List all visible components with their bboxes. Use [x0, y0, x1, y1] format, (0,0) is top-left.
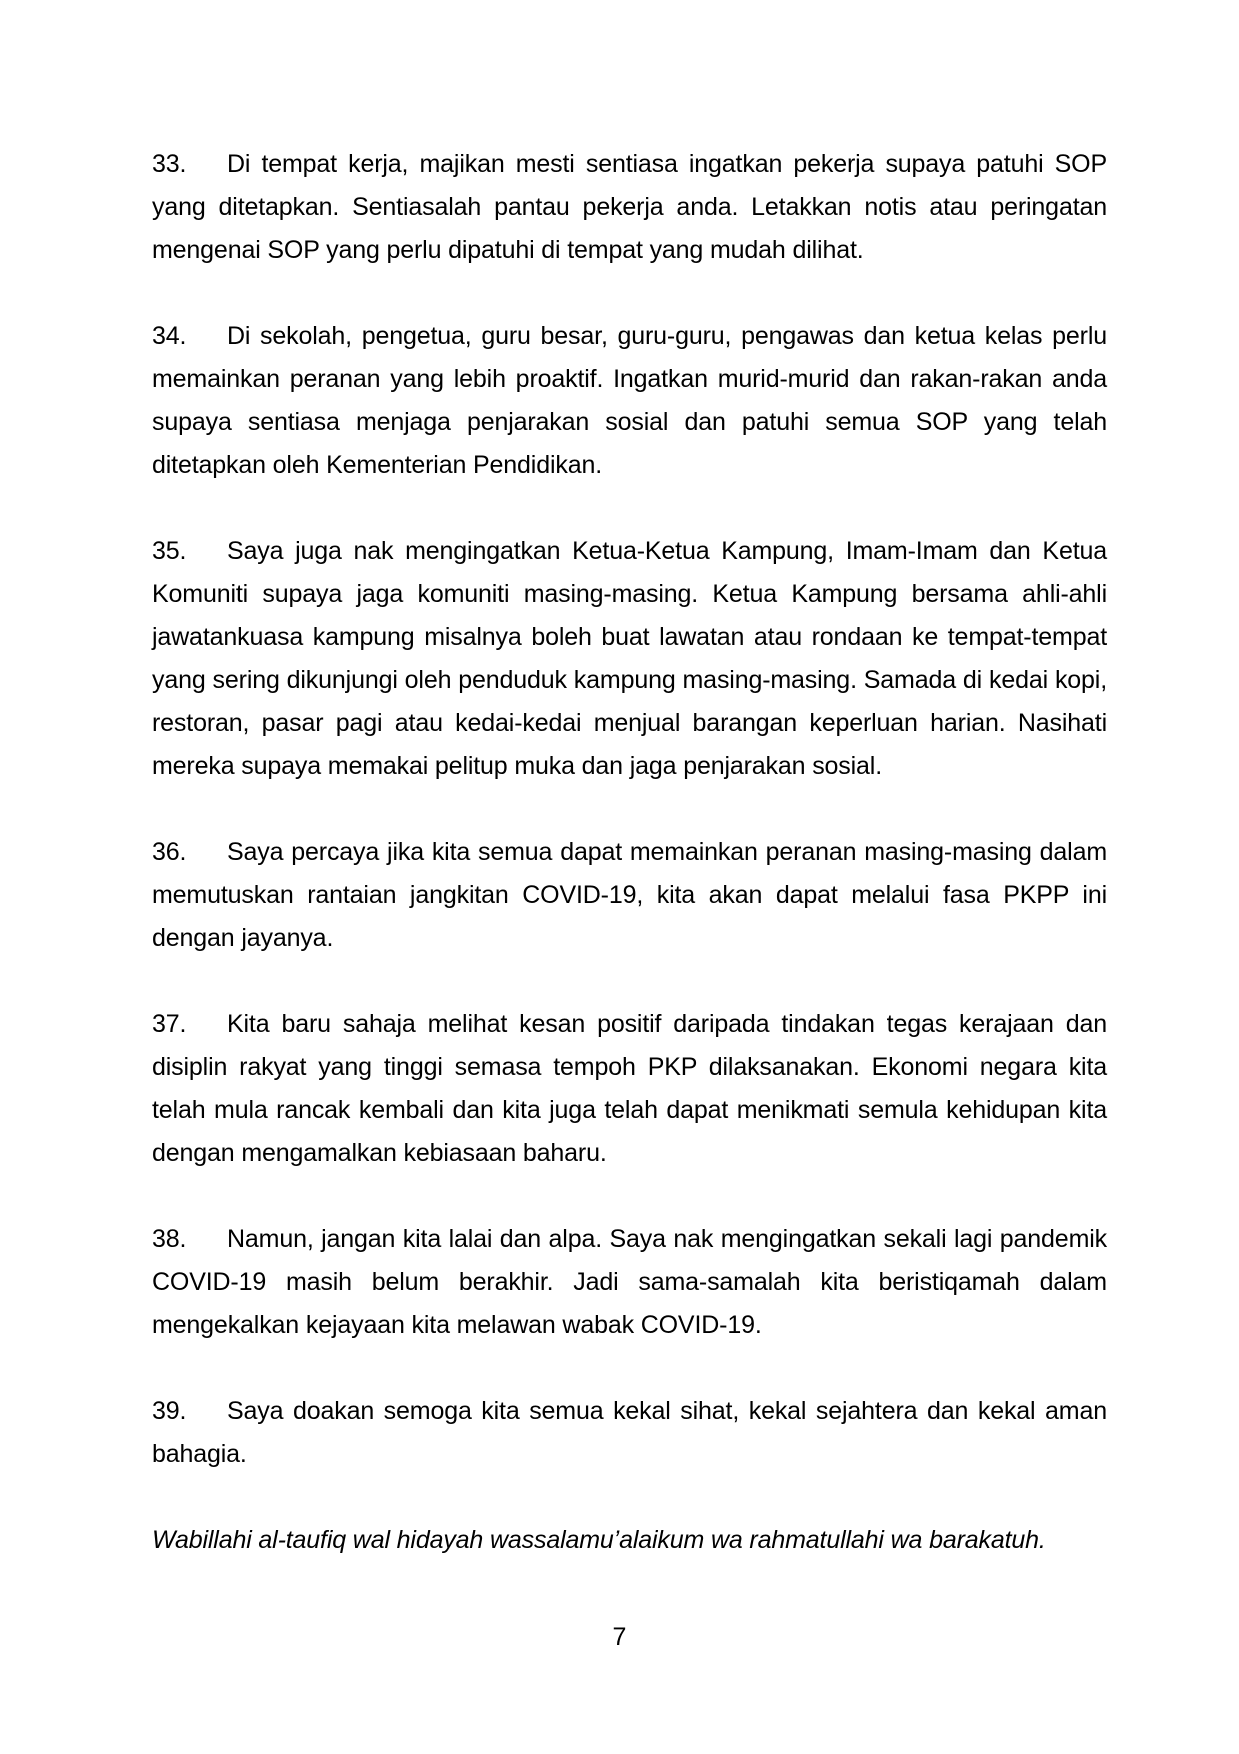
- paragraph-text: Namun, jangan kita lalai dan alpa. Saya nak mengingatkan sekali lagi pandemik COVID-19 masih belum berakhir. Jadi sama-samalah kita beristiqamah dalam mengekalkan kejayaan kita melawan wabak COVID-19.: [152, 1225, 1107, 1339]
- paragraph-37: [152, 1003, 1107, 1175]
- paragraph-number: 38.: [152, 1225, 187, 1253]
- paragraph-number: 34.: [152, 322, 187, 350]
- paragraph-33: [152, 143, 1107, 272]
- paragraph-34: [152, 315, 1107, 487]
- paragraph-number: 37.: [152, 1010, 187, 1038]
- paragraph-text: Saya percaya jika kita semua dapat memainkan peranan masing-masing dalam memutuskan rantaian jangkitan COVID-19, kita akan dapat melalui fasa PKPP ini dengan jayanya.: [152, 838, 1107, 952]
- paragraph-number: 39.: [152, 1397, 187, 1425]
- page-number: 7: [612, 1623, 627, 1651]
- paragraph-text: Kita baru sahaja melihat kesan positif daripada tindakan tegas kerajaan dan disiplin rakyat yang tinggi semasa tempoh PKP dilaksanakan. Ekonomi negara kita telah mula rancak kembali dan kita juga telah dapat menikmati semula kehidupan kita dengan mengamalkan kebiasaan baharu.: [152, 1010, 1107, 1167]
- paragraph-35: [152, 530, 1107, 788]
- paragraph-39: [152, 1390, 1107, 1476]
- closing-salutation: Wabillahi al-taufiq wal hidayah wassalamu’alaikum wa rahmatullahi wa barakatuh.: [152, 1526, 1046, 1554]
- paragraph-36: [152, 831, 1107, 960]
- paragraph-text: Di sekolah, pengetua, guru besar, guru-guru, pengawas dan ketua kelas perlu memainkan peranan yang lebih proaktif. Ingatkan murid-murid dan rakan-rakan anda supaya sentiasa menjaga penjarakan sosial dan patuhi semua SOP yang telah ditetapkan oleh Kementerian Pendidikan.: [152, 322, 1107, 479]
- document-body: [152, 143, 1107, 1562]
- paragraph-text: Saya juga nak mengingatkan Ketua-Ketua Kampung, Imam-Imam dan Ketua Komuniti supaya jaga komuniti masing-masing. Ketua Kampung bersama ahli-ahli jawatankuasa kampung misalnya boleh buat lawatan atau rondaan ke tempat-tempat yang sering dikunjungi oleh penduduk kampung masing-masing. Samada di kedai kopi, restoran, pasar pagi atau kedai-kedai menjual barangan keperluan harian. Nasihati mereka supaya memakai pelitup muka dan jaga penjarakan sosial.: [152, 537, 1107, 780]
- paragraph-number: 33.: [152, 150, 187, 178]
- paragraph-text: Di tempat kerja, majikan mesti sentiasa ingatkan pekerja supaya patuhi SOP yang ditetapkan. Sentiasalah pantau pekerja anda. Letakkan notis atau peringatan mengenai SOP yang perlu dipatuhi di tempat yang mudah dilihat.: [152, 150, 1107, 264]
- paragraph-number: 36.: [152, 838, 187, 866]
- paragraph-text: Saya doakan semoga kita semua kekal sihat, kekal sejahtera dan kekal aman bahagia.: [152, 1397, 1107, 1468]
- paragraph-38: [152, 1218, 1107, 1347]
- paragraph-number: 35.: [152, 537, 187, 565]
